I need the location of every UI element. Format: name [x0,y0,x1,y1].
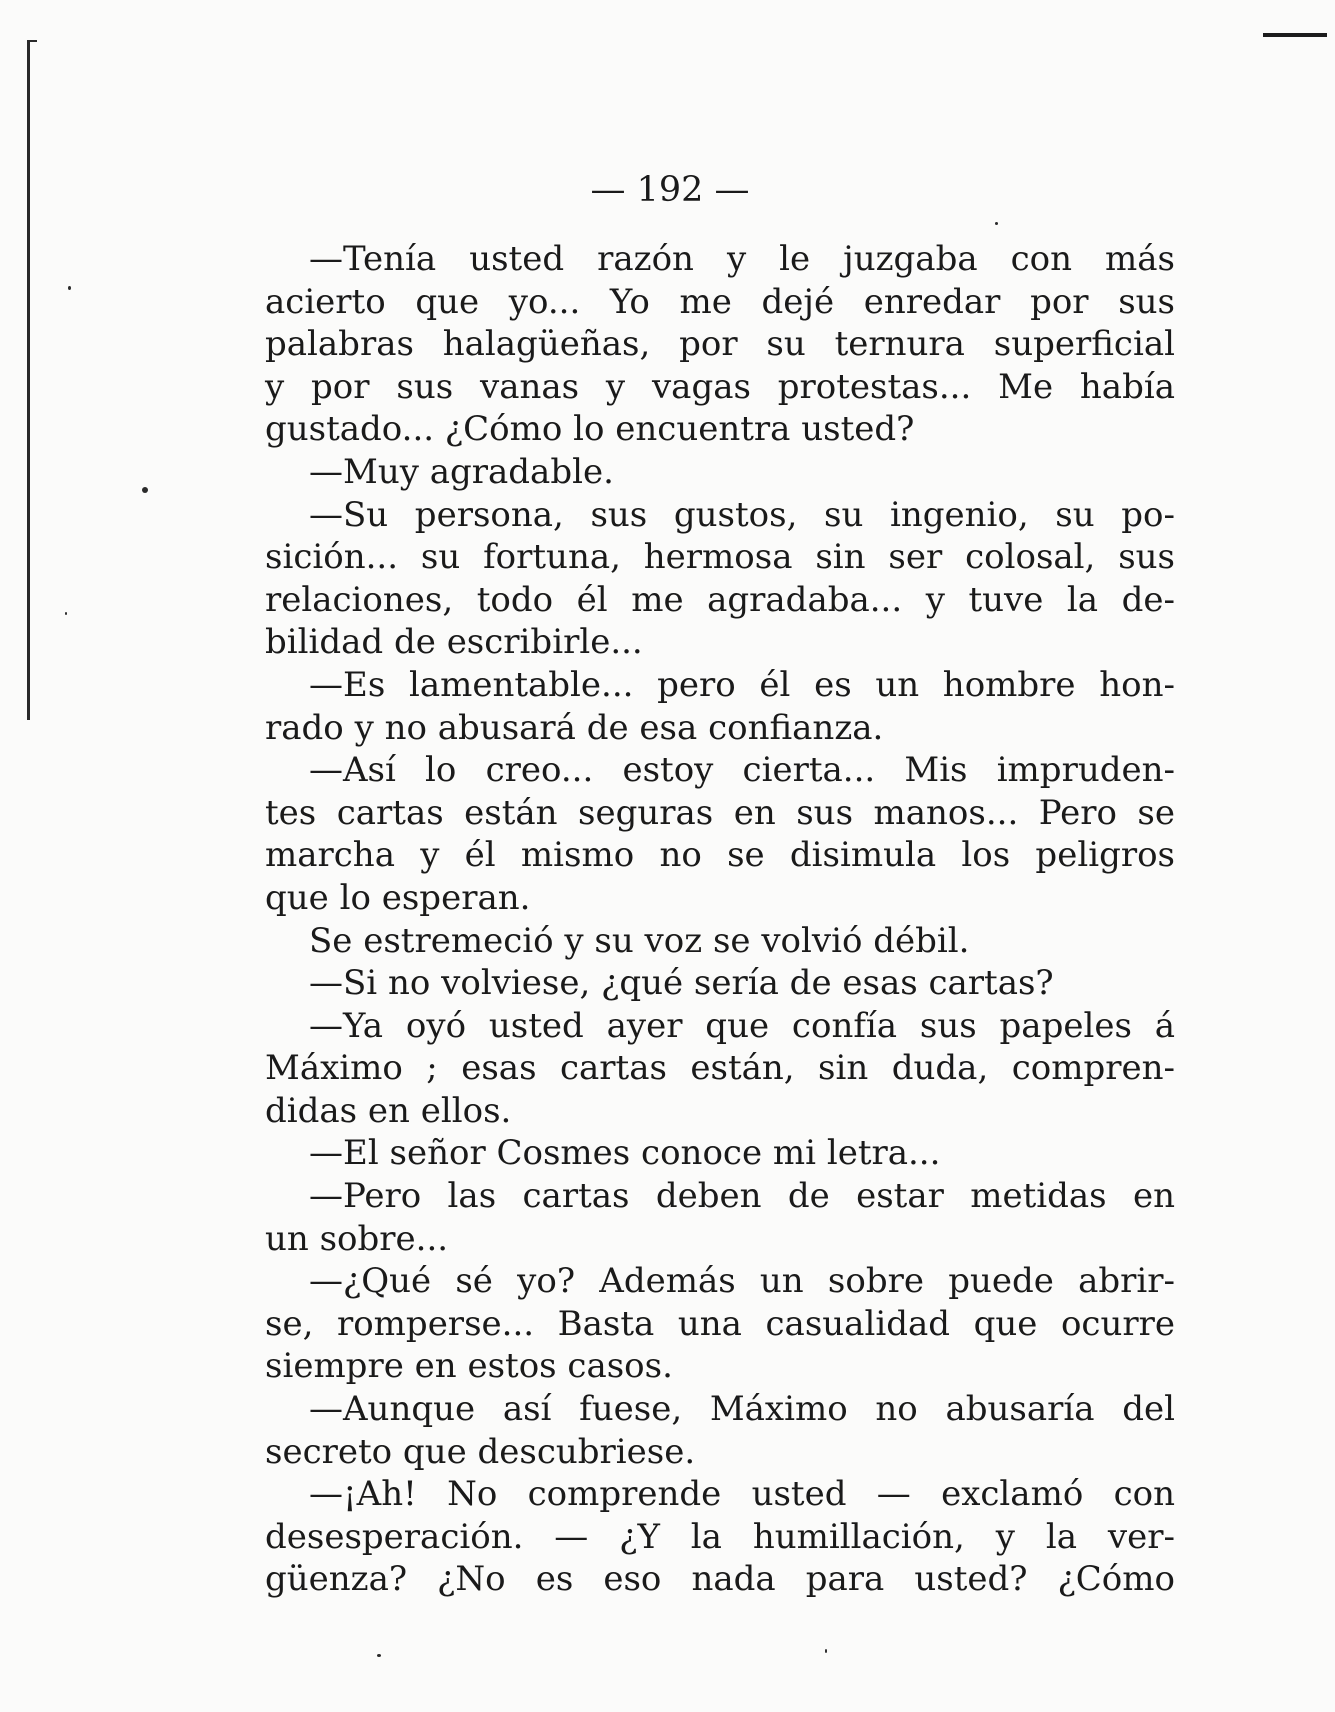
text-line: —Su persona, sus gustos, su ingenio, su po- [309,494,1175,535]
ink-speck [995,222,998,225]
ink-speck [142,487,148,493]
text-line: —Aunque así fuese, Máximo no abusaría del [309,1389,1175,1430]
body-text [265,238,1175,1601]
text-line: gustado... ¿Cómo lo encuentra usted? [265,409,915,450]
text-line: desesperación. — ¿Y la humillación, y la ver- [265,1516,1175,1557]
text-line: —¡Ah! No comprende usted — exclamó con [309,1474,1175,1515]
text-line: Se estremeció y su voz se volvió débil. [309,920,970,961]
ink-speck [377,1654,381,1657]
text-line: —Es lamentable... pero él es un hombre hon- [309,664,1175,705]
text-line: un sobre... [265,1218,449,1259]
text-line: —Pero las cartas deben de estar metidas en [309,1176,1175,1217]
corner-scan-mark [1263,33,1327,37]
text-line: palabras halagüeñas, por su ternura superficial [265,324,1175,365]
text-line: —Tenía usted razón y le juzgaba con más [309,239,1175,279]
text-line: siempre en estos casos. [265,1346,673,1387]
text-line: didas en ellos. [265,1090,512,1131]
binding-edge-tick [27,40,37,42]
text-line: secreto que descubriese. [265,1431,696,1472]
ink-speck [65,612,67,615]
text-line: tes cartas están seguras en sus manos... Pero se [265,792,1175,833]
binding-edge-mark [27,40,30,720]
text-line: marcha y él mismo no se disimula los peligros [265,835,1175,876]
text-line: —Muy agradable. [309,451,614,492]
ink-speck [825,1649,827,1653]
page-number: — 192 — [590,170,750,210]
text-line: —Si no volviese, ¿qué sería de esas cartas? [309,963,1054,1004]
text-line: güenza? ¿No es eso nada para usted? ¿Cómo [265,1559,1175,1600]
text-line: Máximo ; esas cartas están, sin duda, compren- [265,1048,1175,1089]
text-line: sición... su fortuna, hermosa sin ser colosal, sus [265,537,1175,578]
text-line: que lo esperan. [265,877,531,918]
text-line: rado y no abusará de esa confianza. [265,707,884,748]
text-line: —¿Qué sé yo? Además un sobre puede abrir- [309,1261,1175,1302]
text-line: y por sus vanas y vagas protestas... Me había [265,366,1175,407]
text-line: —Así lo creo... estoy cierta... Mis impruden- [309,750,1175,791]
ink-speck [68,286,71,290]
text-line: se, romperse... Basta una casualidad que ocurre [265,1303,1175,1344]
text-line: relaciones, todo él me agradaba... y tuve la de- [265,579,1175,620]
text-line: acierto que yo... Yo me dejé enredar por sus [265,281,1175,322]
text-line: —El señor Cosmes conoce mi letra... [309,1133,941,1174]
text-line: —Ya oyó usted ayer que confía sus papeles á [309,1005,1175,1046]
text-line: bilidad de escribirle... [265,622,643,663]
